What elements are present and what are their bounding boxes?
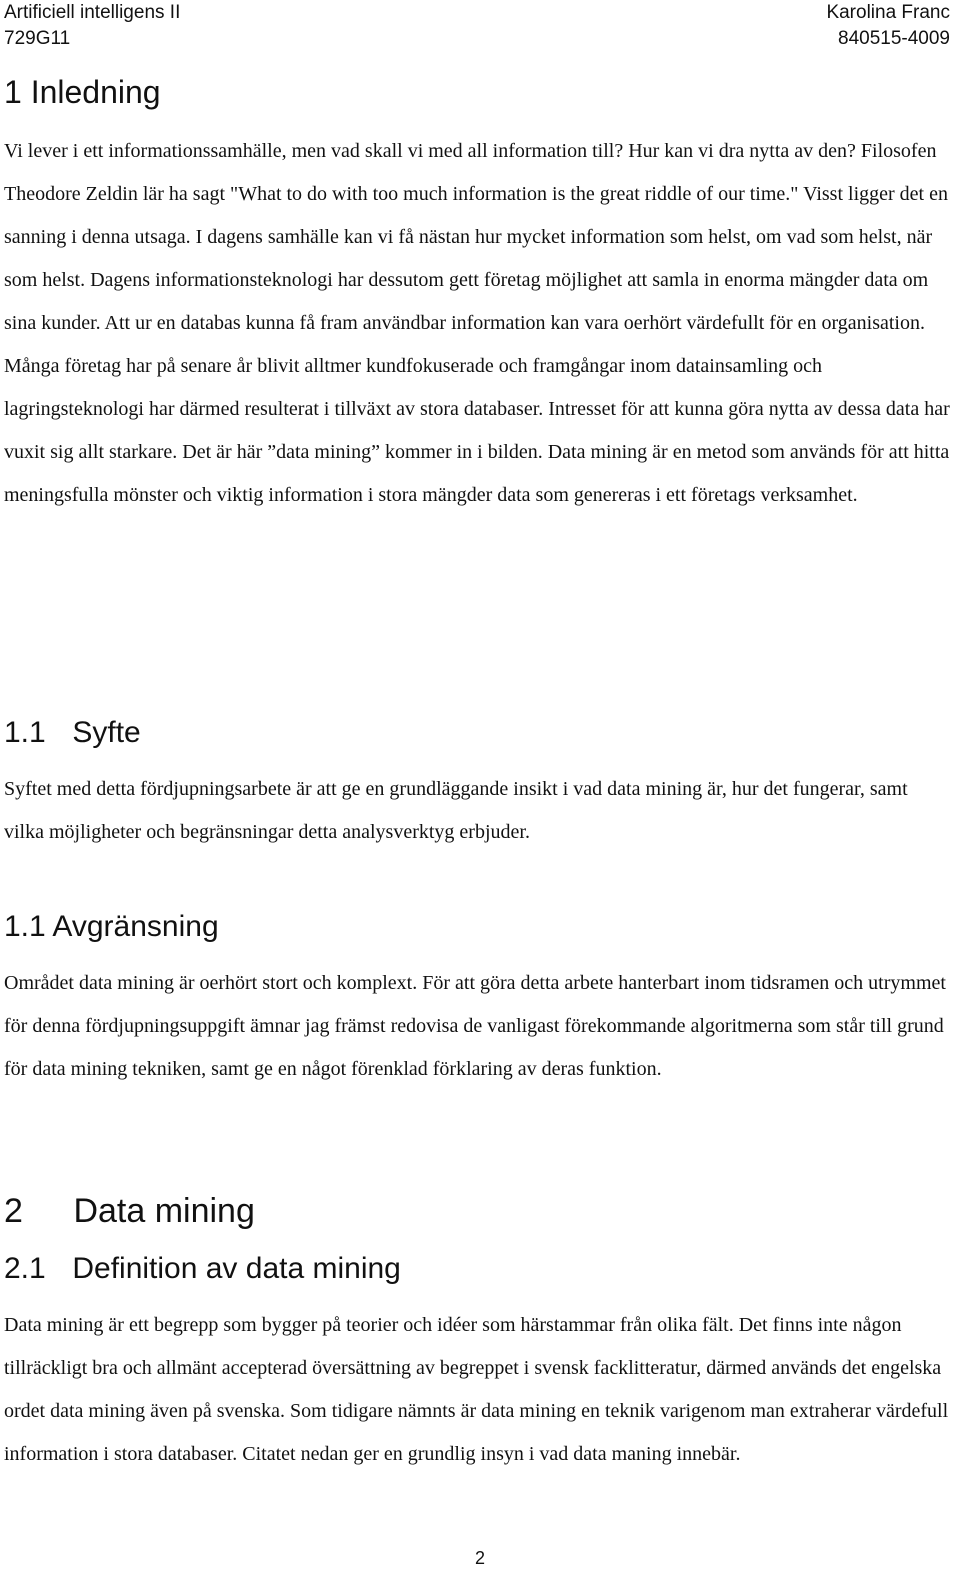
- course-name: Artificiell intelligens II: [4, 2, 181, 23]
- course-code: 729G11: [4, 28, 71, 49]
- avgransning-heading: [4, 908, 950, 946]
- section-syfte: [4, 714, 950, 854]
- syfte-heading: [4, 714, 950, 752]
- avgransning-paragraph: Området data mining är oerhört stort och komplext. För att göra detta arbete hanterbart inom tidsramen och utrymmet för denna fördjupningsuppgift ämnar jag främst redovisa de vanligast förekommande algoritmerna som står till grund för data mining tekniken, samt ge en något förenklad förklaring av deras funktion.: [4, 972, 946, 1080]
- data-mining-title: Data mining: [73, 1192, 255, 1230]
- section-avgransning: [4, 908, 950, 1091]
- definition-paragraph: Data mining är ett begrepp som bygger på teorier och idéer som härstammar från olika fält. Det finns inte någon tillräckligt bra och allmänt accepterad översättning av begreppet i svensk facklitteratur, därmed används det engelska ordet data mining även på svenska. Som tidigare nämnts är data mining en teknik varigenom man extraherar värdefull information i stora databaser. Citatet nedan ger en grundlig insyn i vad data maning innebär.: [4, 1314, 949, 1465]
- syfte-number: 1.1: [4, 716, 46, 749]
- page-number: 2: [474, 1548, 485, 1568]
- definition-number: 2.1: [4, 1252, 46, 1285]
- section-definition: [4, 1250, 950, 1476]
- section-data-mining: [4, 1190, 950, 1248]
- syfte-paragraph: Syftet med detta fördjupningsarbete är att ge en grundläggande insikt i vad data mining är, hur det fungerar, samt vilka möjligheter och begränsningar detta analysverktyg erbjuder.: [4, 778, 908, 843]
- header-right: [826, 0, 950, 52]
- avgransning-title: Avgränsning: [52, 910, 219, 943]
- page-content: [4, 72, 950, 1465]
- avgransning-number: 1.1: [4, 910, 46, 943]
- data-mining-heading: [4, 1190, 950, 1232]
- section-intro: [4, 72, 950, 517]
- data-mining-number: 2: [4, 1192, 23, 1230]
- header-left: [4, 0, 180, 52]
- intro-heading: 1 Inledning: [4, 74, 161, 110]
- page-footer: [0, 1546, 960, 1570]
- author-id: 840515-4009: [838, 28, 950, 49]
- definition-heading: [4, 1250, 950, 1288]
- syfte-title: Syfte: [72, 716, 141, 749]
- author-name: Karolina Franc: [826, 2, 950, 23]
- page-header: [4, 0, 950, 56]
- definition-title: Definition av data mining: [72, 1252, 401, 1285]
- intro-paragraph: Vi lever i ett informationssamhälle, men vad skall vi med all information till? Hur kan vi dra nytta av den? Filosofen Theodore Zeldin lär ha sagt "What to do with too much information is the great riddle of our time." Visst ligger det en sanning i denna utsaga. I dagens samhälle kan vi få nästan hur mycket information som helst, om vad som helst, när som helst. Dagens informationsteknologi har dessutom gett företag möjlighet att samla in enorma mängder data om sina kunder. Att ur en databas kunna få fram användbar information kan vara oerhört värdefullt för en organisation. Många företag har på senare år blivit alltmer kundfokuserade och framgångar inom datainsamling och lagringsteknologi har därmed resulterat i tillväxt av stora databaser. Intresset för att kunna göra nytta av dessa data har vuxit sig allt starkare. Det är här ”data mining” kommer in i bilden. Data mining är en metod som används för att hitta meningsfulla mönster och viktig information i stora mängder data som genereras i ett företags verksamhet.: [4, 140, 950, 506]
